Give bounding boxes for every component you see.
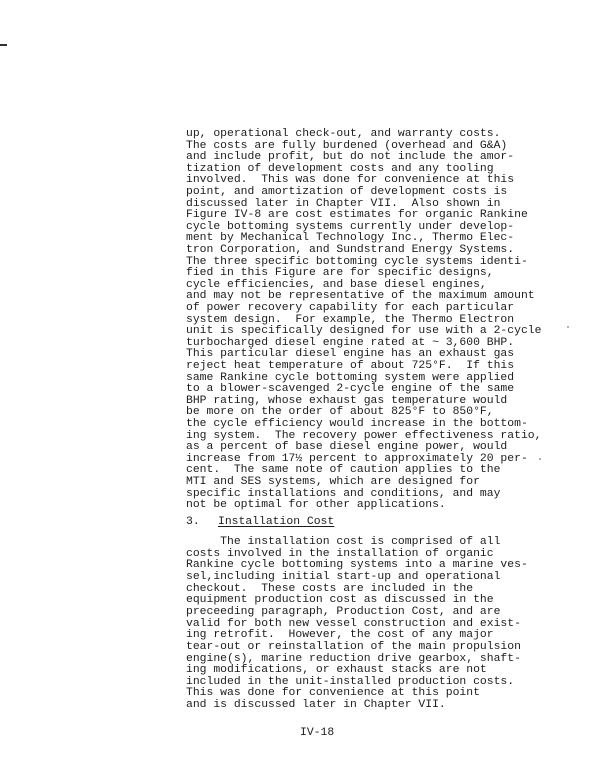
text-line: sel,including initial start-up and operational bbox=[186, 570, 501, 583]
text-line: fied in this Figure are for specific designs, bbox=[186, 267, 494, 280]
scan-speck bbox=[539, 458, 541, 460]
text-line: ing retrofit. However, the cost of any major bbox=[186, 629, 494, 642]
text-line: cent. The same note of caution applies to the bbox=[186, 464, 501, 477]
text-line: and is discussed later in Chapter VII. bbox=[186, 699, 446, 712]
text-line: Figure IV-8 are cost estimates for organic Rankine bbox=[186, 209, 528, 222]
text-line: The costs are fully burdened (overhead and G&A) bbox=[186, 139, 508, 152]
text-line: as a percent of base diesel engine power, would bbox=[186, 441, 508, 454]
text-line: ing modifications, or exhaust stacks are not bbox=[186, 664, 487, 677]
text-line: turbocharged diesel engine rated at ~ 3,600 BHP. bbox=[186, 336, 515, 349]
section-number: 3. bbox=[186, 516, 200, 528]
text-line: specific installations and conditions, and may bbox=[186, 487, 501, 500]
text-line: costs involved in the installation of organic bbox=[186, 547, 494, 560]
text-line: checkout. These costs are included in the bbox=[186, 582, 474, 595]
text-line: discussed later in Chapter VII. Also shown in bbox=[186, 197, 501, 210]
text-line: unit is specifically designed for use with a 2-cycle bbox=[186, 325, 542, 338]
margin-mark bbox=[0, 44, 7, 46]
scan-speck bbox=[567, 326, 569, 328]
text-line: and include profit, but do not include the amor- bbox=[186, 151, 515, 164]
text-line: The installation cost is comprised of all bbox=[186, 536, 501, 548]
text-line: MTI and SES systems, which are designed for bbox=[186, 476, 480, 488]
text-line: ing system. The recovery power effectiveness ratio, bbox=[186, 429, 542, 442]
text-line: cycle bottoming systems currently under develop- bbox=[186, 220, 515, 233]
text-line: involved. This was done for convenience at this bbox=[186, 174, 515, 187]
text-line: tron Corporation, and Sundstrand Energy Systems. bbox=[186, 244, 515, 256]
text-line: reject heat temperature of about 725°F. If this bbox=[186, 360, 515, 372]
text-line: and may not be representative of the maximum amount bbox=[186, 290, 535, 303]
text-line: This was done for convenience at this point bbox=[186, 687, 480, 700]
text-line: of power recovery capability for each particular bbox=[186, 302, 515, 314]
text-line: The three specific bottoming cycle systems identi- bbox=[186, 255, 528, 268]
text-line: increase from 17½ percent to approximately 20 per- bbox=[186, 452, 528, 465]
text-line: This particular diesel engine has an exhaust gas bbox=[186, 348, 515, 361]
section-title: Installation Cost bbox=[218, 516, 335, 528]
text-line: tization of development costs and any tooling bbox=[186, 162, 494, 175]
text-line: to a blower-scavenged 2-cycle engine of the same bbox=[186, 383, 515, 396]
text-line: equipment production cost as discussed in the bbox=[186, 594, 494, 607]
text-line: cycle efficiencies, and base diesel engines, bbox=[186, 278, 487, 291]
text-line: up, operational check-out, and warranty costs. bbox=[186, 128, 501, 140]
page-number: IV-18 bbox=[300, 727, 335, 739]
text-line: the cycle efficiency would increase in the bottom- bbox=[186, 418, 528, 430]
text-line: not be optimal for other applications. bbox=[186, 499, 446, 512]
text-line: included in the unit-installed production costs. bbox=[186, 675, 515, 688]
text-line: point, and amortization of development costs is bbox=[186, 186, 508, 198]
text-line: ment by Mechanical Technology Inc., Thermo Elec- bbox=[186, 232, 515, 245]
text-line: preceeding paragraph, Production Cost, and are bbox=[186, 605, 501, 618]
text-line: engine(s), marine reduction drive gearbox, shaft- bbox=[186, 652, 521, 665]
text-line: system design. For example, the Thermo Electron bbox=[186, 313, 515, 326]
text-line: valid for both new vessel construction and exist- bbox=[186, 617, 521, 630]
text-line: Rankine cycle bottoming systems into a marine ves- bbox=[186, 559, 528, 572]
text-line: same Rankine cycle bottoming system were applied bbox=[186, 371, 515, 384]
text-line: BHP rating, whose exhaust gas temperature would bbox=[186, 394, 508, 407]
text-line: tear-out or reinstallation of the main propulsion bbox=[186, 640, 521, 653]
text-line: be more on the order of about 825°F to 850°F, bbox=[186, 406, 494, 419]
